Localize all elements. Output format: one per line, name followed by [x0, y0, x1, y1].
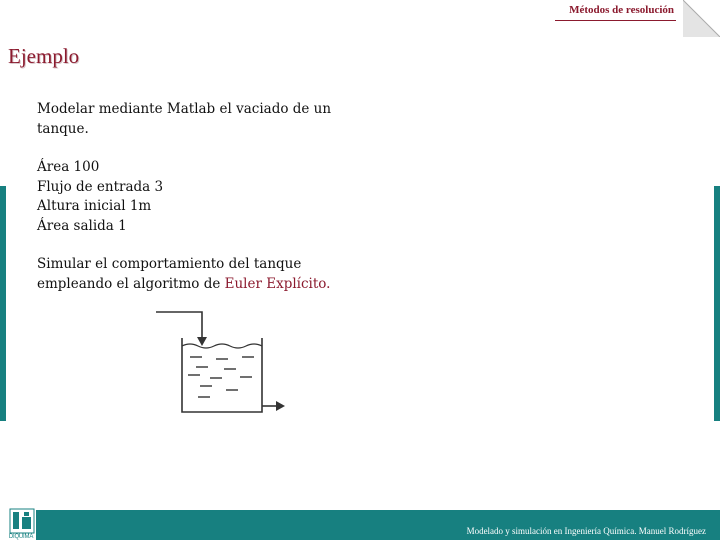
- slide-title: Ejemplo: [8, 44, 80, 68]
- section-title: Métodos de resolución: [569, 4, 674, 16]
- liquid-dashes: [188, 357, 254, 397]
- page-curl-icon: [683, 0, 720, 37]
- parameter-area: Área 100: [37, 159, 100, 175]
- outlet-arrowhead: [276, 401, 285, 411]
- left-accent-bar: [0, 186, 6, 421]
- inlet-pipe: [156, 312, 202, 340]
- footer-bar: [36, 510, 720, 540]
- tank-diagram: [150, 306, 290, 416]
- parameter-outlet-area: Área salida 1: [37, 217, 127, 234]
- logo-icon: [8, 508, 36, 534]
- intro-text: Modelar mediante Matlab el vaciado de un tanque.: [37, 101, 332, 137]
- parameter-initial-height: Altura inicial 1m: [37, 198, 152, 214]
- logo-text: DIQUIMA: [8, 534, 34, 540]
- task-prefix: Simular el comportamiento del tanque empleando el algoritmo de: [37, 256, 302, 292]
- method-highlight: Euler Explícito.: [224, 275, 331, 292]
- right-accent-bar: [714, 186, 720, 421]
- liquid-surface: [182, 344, 262, 348]
- header-rule: [555, 20, 676, 21]
- footer-text: Modelado y simulación en Ingeniería Química. Manuel Rodríguez: [466, 526, 706, 536]
- task-text: [37, 255, 367, 294]
- inlet-arrowhead: [197, 337, 207, 346]
- parameter-list: [37, 158, 367, 236]
- diquima-logo: [8, 508, 36, 540]
- parameter-inflow: Flujo de entrada 3: [37, 178, 164, 195]
